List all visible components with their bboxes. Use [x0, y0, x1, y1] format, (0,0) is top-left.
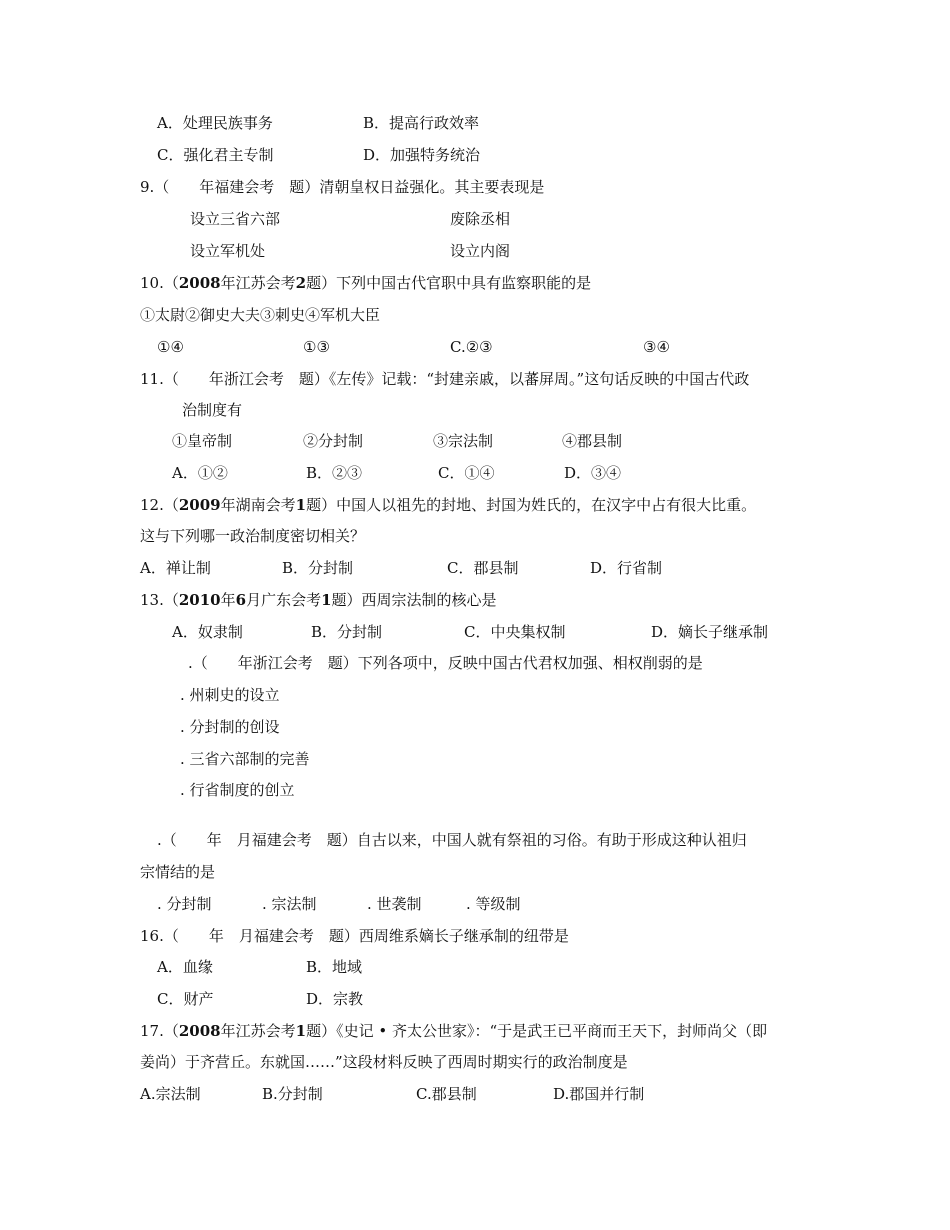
- q11-option-a: A．①②: [172, 464, 228, 482]
- q13-option-a: A．奴隶制: [172, 623, 243, 641]
- q8-option-b: B．提高行政效率: [363, 114, 480, 132]
- q17-option-d: D.郡国并行制: [553, 1085, 645, 1103]
- q17-stem-line2: 姜尚）于齐营丘。东就国……”这段材料反映了西周时期实行的政治制度是: [140, 1053, 628, 1071]
- q14-option-3: . 三省六部制的完善: [180, 750, 310, 768]
- q13-option-d: D．嫡长子继承制: [651, 623, 769, 641]
- q11-item-1: ①皇帝制: [172, 432, 233, 450]
- q11-option-b: B．②③: [306, 464, 363, 482]
- q13-stem: 13.（2010年6月广东会考1题）西周宗法制的核心是: [140, 591, 497, 609]
- q11-option-d: D．③④: [564, 464, 622, 482]
- q9-option-4: 设立内阁: [450, 242, 511, 260]
- q15-option-1: . 分封制: [157, 895, 212, 913]
- q9-option-1: 设立三省六部: [190, 210, 281, 228]
- q16-option-b: B．地域: [306, 958, 363, 976]
- q8-option-c: C．强化君主专制: [157, 146, 274, 164]
- q17-stem-line1: 17.（2008年江苏会考1题）《史记 • 齐太公世家》：“于是武王已平商而王天下，封师尚父（即: [140, 1022, 768, 1040]
- q11-stem-line2: 治制度有: [182, 401, 243, 419]
- q15-option-2: . 宗法制: [262, 895, 317, 913]
- q13-option-c: C．中央集权制: [464, 623, 566, 641]
- q17-option-c: C.郡县制: [416, 1085, 477, 1103]
- q11-item-2: ②分封制: [303, 432, 364, 450]
- q16-stem: 16.（ 年 月福建会考 题）西周维系嫡长子继承制的纽带是: [140, 927, 569, 945]
- q12-option-a: A．禅让制: [140, 559, 211, 577]
- q11-stem-line1: 11.（ 年浙江会考 题）《左传》记载：“封建亲戚，以蕃屏周。”这句话反映的中国古代政: [140, 370, 750, 388]
- q10-option-2: ①③: [303, 338, 330, 356]
- q9-stem: 9.（ 年福建会考 题）清朝皇权日益强化。其主要表现是: [140, 178, 545, 196]
- q12-option-c: C．郡县制: [447, 559, 519, 577]
- q14-stem: .（ 年浙江会考 题）下列各项中，反映中国古代君权加强、相权削弱的是: [188, 654, 703, 672]
- q15-stem-line1: .（ 年 月福建会考 题）自古以来，中国人就有祭祖的习俗。有助于形成这种认祖归: [157, 831, 747, 849]
- q11-item-4: ④郡县制: [562, 432, 623, 450]
- q13-option-b: B．分封制: [311, 623, 383, 641]
- q10-option-1: ①④: [157, 338, 184, 356]
- q10-items: ①太尉②御史大夫③刺史④军机大臣: [140, 306, 381, 324]
- q16-option-a: A．血缘: [157, 958, 213, 976]
- q12-stem-line1: 12.（2009年湖南会考1题）中国人以祖先的封地、封国为姓氏的，在汉字中占有很大比重。: [140, 496, 757, 514]
- q9-option-2: 废除丞相: [450, 210, 511, 228]
- q14-option-4: . 行省制度的创立: [180, 781, 295, 799]
- q17-option-b: B.分封制: [262, 1085, 323, 1103]
- q15-stem-line2: 宗情结的是: [140, 863, 216, 881]
- q10-option-4: ③④: [643, 338, 670, 356]
- q15-option-3: . 世袭制: [367, 895, 422, 913]
- q17-option-a: A.宗法制: [140, 1085, 201, 1103]
- q9-option-3: 设立军机处: [190, 242, 266, 260]
- q8-option-a: A．处理民族事务: [157, 114, 273, 132]
- q10-stem: 10.（2008年江苏会考2题）下列中国古代官职中具有监察职能的是: [140, 274, 592, 292]
- q14-option-1: . 州刺史的设立: [180, 686, 280, 704]
- q16-option-d: D．宗教: [306, 990, 364, 1008]
- q11-item-3: ③宗法制: [433, 432, 494, 450]
- q14-option-2: . 分封制的创设: [180, 718, 280, 736]
- q8-option-d: D．加强特务统治: [363, 146, 481, 164]
- q12-option-d: D．行省制: [590, 559, 663, 577]
- q12-option-b: B．分封制: [282, 559, 354, 577]
- q16-option-c: C．财产: [157, 990, 214, 1008]
- q11-option-c: C．①④: [438, 464, 495, 482]
- q12-stem-line2: 这与下列哪一政治制度密切相关？: [140, 527, 366, 545]
- q15-option-4: . 等级制: [466, 895, 521, 913]
- q10-option-3: C.②③: [450, 338, 493, 356]
